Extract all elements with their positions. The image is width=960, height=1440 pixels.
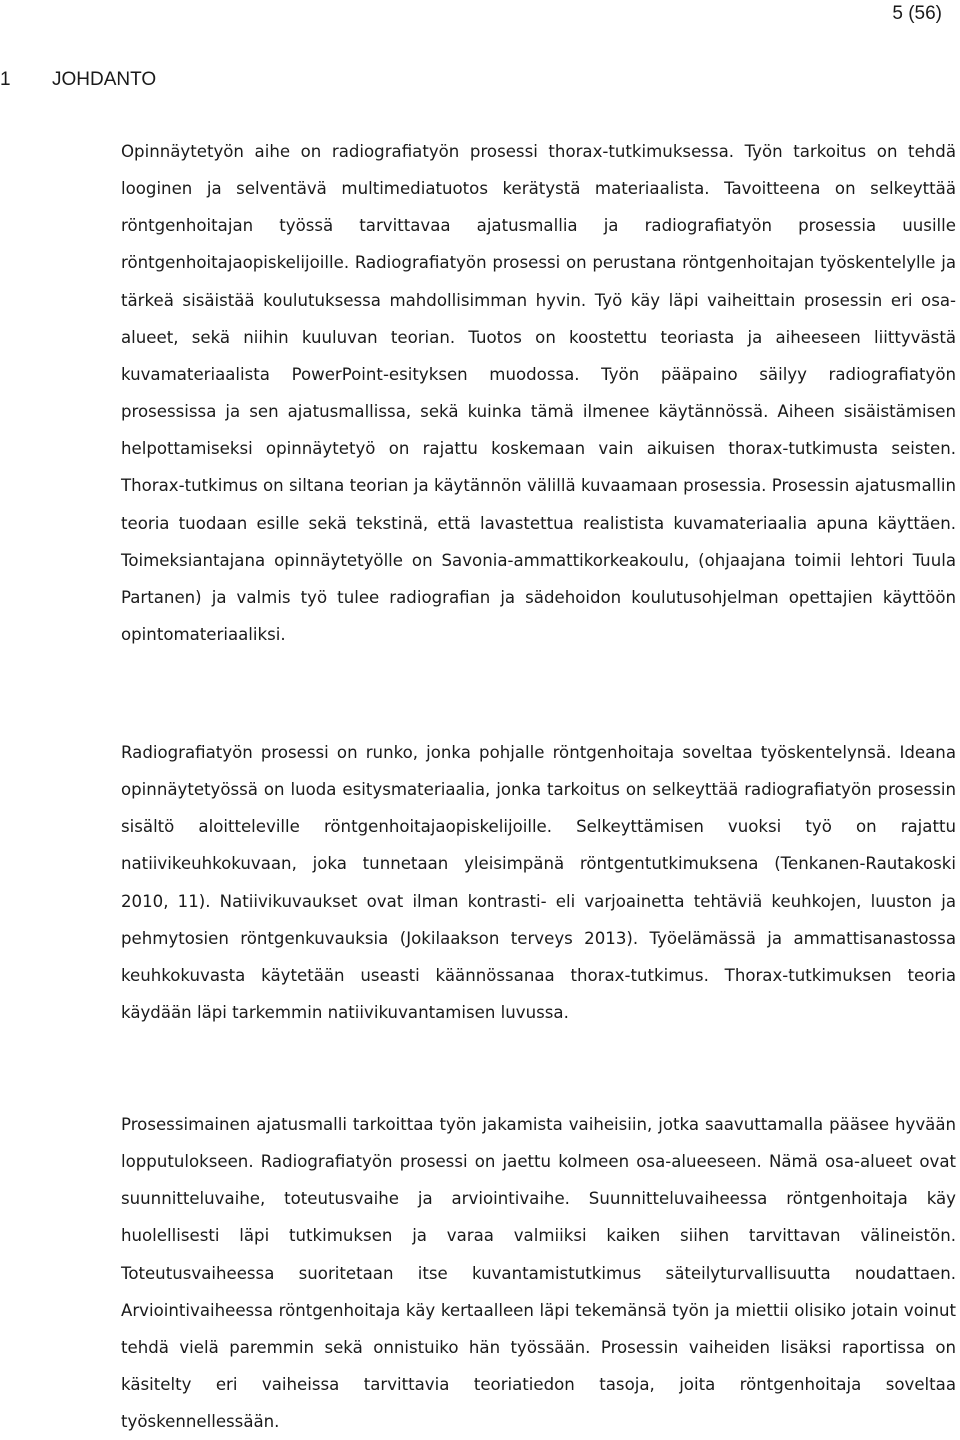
section-number: 1 [0,69,11,90]
paragraph-1: Opinnäytetyön aihe on radiografiatyön prosessi thorax-tutkimuksessa. Työn tarkoitus on tehdä looginen ja selventävä multimediatuotos kerätystä materiaalista. Tavoitteena on selkeyttää röntgenhoitajan työssä tarvittavaa ajatusmallia ja radiografiatyön prosessia uusille röntgenhoitajaopiskelijoille. Radiografiatyön prosessi on perustana röntgenhoitajan työskentelylle ja tärkeä sisäistää koulutuksessa mahdollisimman hyvin. Työ käy läpi vaiheittain prosessin eri osa-alueet, sekä niihin kuuluvan teorian. Tuotos on koostettu teoriasta ja aiheeseen liittyvästä kuvamateriaalista PowerPoint-esityksen muodossa. Työn pääpaino säilyy radiografiatyön prosessissa ja sen ajatusmallissa, sekä kuinka tämä ilmenee käytännössä. Aiheen sisäistämisen helpottamiseksi opinnäytetyö on rajattu koskemaan vain aikuisen thorax-tutkimusta seisten. Thorax-tutkimus on siltana teorian ja käytännön välillä kuvaamaan prosessia. Prosessin ajatusmallin teoria tuodaan esille sekä tekstinä, että lavastettua realistista kuvamateriaalia apuna käyttäen. Toimeksiantajana opinnäytetyölle on Savonia-ammattikorkeakoulu, (ohjaajana toimii lehtori Tuula Partanen) ja valmis työ tulee radiografian ja sädehoidon koulutusohjelman opettajien käyttöön opintomateriaaliksi. [121,142,956,645]
paragraph-3: Prosessimainen ajatusmalli tarkoittaa työn jakamista vaiheisiin, jotka saavuttamalla pääsee hyvään lopputulokseen. Radiografiatyön prosessi on jaettu kolmeen osa-alueeseen. Nämä osa-alueet ovat suunnitteluvaihe, toteutusvaihe ja arviointivaihe. Suunnitteluvaiheessa röntgenhoitaja käy huolellisesti läpi tutkimuksen ja varaa valmiiksi kaiken siihen tarvittavan välineistön. Toteutusvaiheessa suoritetaan itse kuvantamistutkimus säteilyturvallisuutta noudattaen. Arviointivaiheessa röntgenhoitaja käy kertaalleen läpi tekemänsä työn ja miettii olisiko jotain voinut tehdä vielä paremmin sekä onnistuiko hän työssään. Prosessin vaiheiden lisäksi raportissa on käsitelty eri vaiheissa tarvittavia teoriatiedon tasoja, joita röntgenhoitaja soveltaa työskennellessään. [121,1115,956,1432]
paragraph-2: Radiografiatyön prosessi on runko, jonka pohjalle röntgenhoitaja soveltaa työskentelynsä. Ideana opinnäytetyössä on luoda esitysmateriaalia, jonka tarkoitus on selkeyttää radiografiatyön prosessin sisältö aloitteleville röntgenhoitajaopiskelijoille. Selkeyttämisen vuoksi työ on rajattu natiivikeuhkokuvaan, joka tunnetaan yleisimpänä röntgentutkimuksena (Tenkanen-Rautakoski 2010, 11). Natiivikuvaukset ovat ilman kontrasti- eli varjoainetta tehtäviä keuhkojen, luuston ja pehmytosien röntgenkuvauksia (Jokilaakson terveys 2013). Työelämässä ja ammattisanastossa keuhkokuvasta käytetään useasti käännössanaa thorax-tutkimus. Thorax-tutkimuksen teoria käydään läpi tarkemmin natiivikuvantamisen luvussa. [121,743,956,1023]
section-heading [0,68,156,92]
section-title: JOHDANTO [52,69,157,90]
page-number: 5 (56) [892,3,942,24]
